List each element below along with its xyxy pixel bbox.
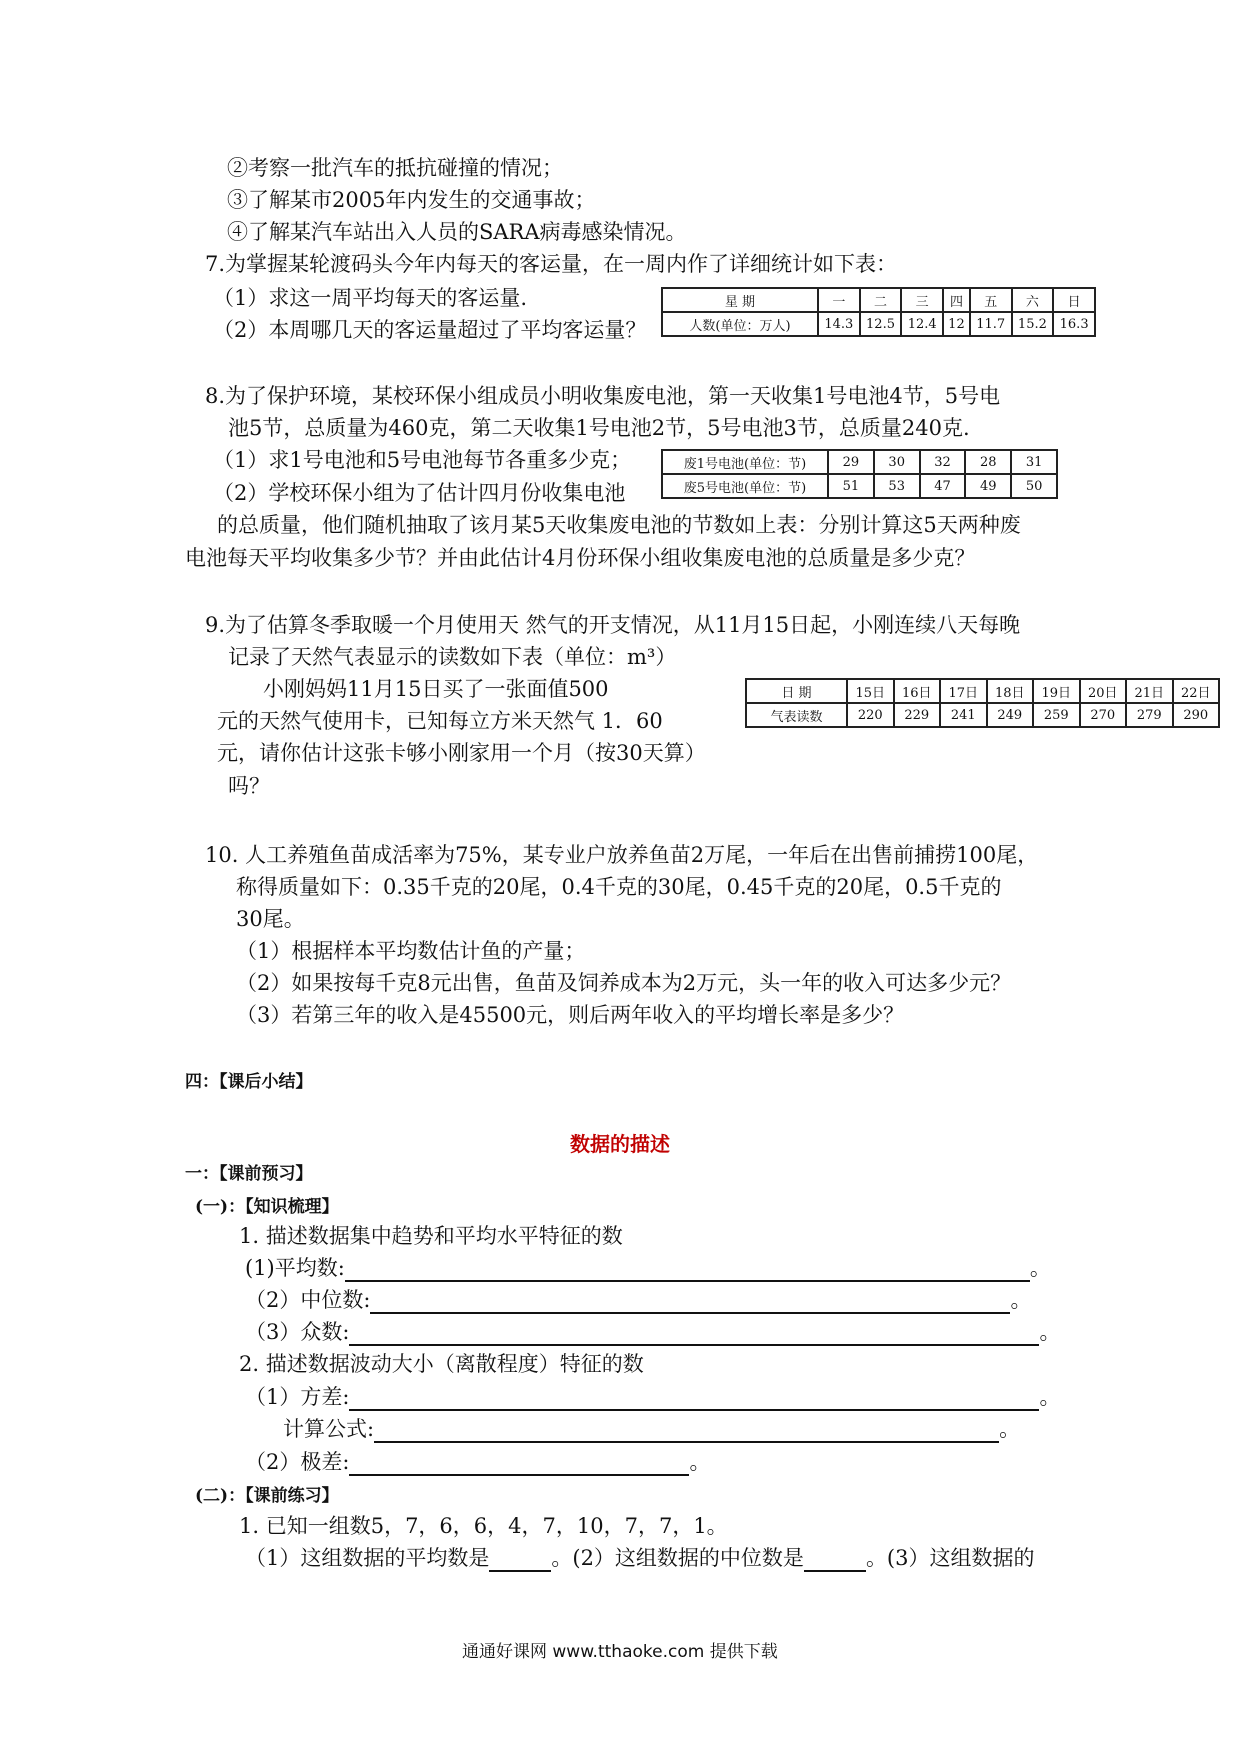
question-8: 8.为了保护环境，某校环保小组成员小明收集废电池，第一天收集1号电池4节，5号电 [205,384,1001,408]
label: （1）这组数据的平均数是 [245,1546,490,1570]
table-cell: 六 [1012,288,1054,312]
table-cell: 31 [1011,450,1057,474]
table-cell: 21日 [1126,679,1173,703]
table-cell: 49 [965,474,1011,498]
line: 1. 描述数据集中趋势和平均水平特征的数 [239,1224,623,1248]
period: 。 [999,1417,1021,1441]
period: 。 [1010,1288,1032,1312]
label: （3）众数: [245,1320,350,1344]
line: （1）根据样本平均数估计鱼的产量； [236,939,586,963]
label: 。(3）这组数据的 [865,1546,1035,1570]
table-cell: 50 [1011,474,1057,498]
line: 小刚妈妈11月15日买了一张面值500 [263,677,609,701]
table-cell: 12 [943,312,970,336]
line: ④了解某汽车站出入人员的SARA病毒感染情况。 [227,220,687,244]
line: ②考察一批汽车的抵抗碰撞的情况； [227,156,563,180]
footer: 通通好课网 www.tthaoke.com 提供下载 [462,1642,778,1662]
mean-blank [245,1254,1051,1282]
section-heading: (二)：【课前练习】 [195,1486,339,1506]
table-cell: 17日 [940,679,987,703]
question-10: 10. 人工养殖鱼苗成活率为75%，某专业户放养鱼苗2万尾，一年后在出售前捕捞100尾， [205,843,1039,867]
table-row [662,450,1057,474]
section-heading: 一：【课前预习】 [185,1164,313,1184]
table-cell: 270 [1080,703,1127,727]
variance-blank [245,1383,1060,1411]
table-cell: 30 [874,450,920,474]
table-cell: 二 [860,288,902,312]
line: 电池每天平均收集多少节？并由此估计4月份环保小组收集废电池的总质量是多少克？ [185,546,976,570]
line: 元的天然气使用卡，已知每立方米天然气 1．60 [217,709,663,733]
table-cell: 三 [901,288,943,312]
question-9: 9.为了估算冬季取暖一个月使用天 然气的开支情况，从11月15日起，小刚连续八天每晚 [205,613,1021,637]
table-cell: 259 [1033,703,1080,727]
answer-line [349,1322,1039,1346]
answer-line [370,1290,1010,1314]
table-row [746,679,1219,703]
line: 1. 已知一组数5，7，6，6，4，7，10，7，7，1。 [239,1514,728,1538]
line: 30尾。 [236,907,305,931]
label: （2）极差: [245,1450,350,1474]
period: 。 [1029,1256,1051,1280]
gas-meter-table [745,678,1220,728]
table-cell: 11.7 [970,312,1012,336]
answer-line [374,1419,999,1443]
table-cell: 16.3 [1053,312,1095,336]
table-cell: 日 期 [746,679,847,703]
table-cell: 22日 [1173,679,1220,703]
passenger-table [661,287,1096,337]
answer-blank [804,1548,866,1572]
battery-table [661,449,1058,499]
answer-line [349,1387,1039,1411]
table-cell: 20日 [1080,679,1127,703]
answer-line [345,1258,1030,1282]
table-cell: 星 期 [662,288,818,312]
table-cell: 220 [847,703,894,727]
line: （2）学校环保小组为了估计四月份收集电池 [213,481,626,505]
table-cell: 一 [818,288,860,312]
line: 称得质量如下：0.35千克的20尾，0.4千克的30尾，0.45千克的20尾，0.5千克的 [236,875,1002,899]
table-cell: 241 [940,703,987,727]
label: 计算公式: [283,1417,375,1441]
table-cell: 279 [1126,703,1173,727]
median-blank [245,1286,1031,1314]
formula-blank [283,1415,1020,1443]
exercise-blanks [245,1544,1035,1572]
line: 2. 描述数据波动大小（离散程度）特征的数 [239,1352,644,1376]
table-cell: 19日 [1033,679,1080,703]
table-cell: 290 [1173,703,1220,727]
line: 记录了天然气表显示的读数如下表（单位：m³） [228,645,677,669]
line: 元，请你估计这张卡够小刚家用一个月（按30天算） [217,741,706,765]
line: （1）求这一周平均每天的客运量. [213,286,528,310]
line: （2）如果按每千克8元出售，鱼苗及饲养成本为2万元，头一年的收入可达多少元？ [236,971,1012,995]
table-cell: 18日 [987,679,1034,703]
table-cell: 废5号电池(单位：节) [662,474,828,498]
line: 的总质量，他们随机抽取了该月某5天收集废电池的节数如上表：分别计算这5天两种废 [217,513,1021,537]
table-cell: 28 [965,450,1011,474]
line: （1）求1号电池和5号电池每节各重多少克； [213,448,632,472]
line: 池5节，总质量为460克，第二天收集1号电池2节，5号电池3节，总质量240克. [228,416,970,440]
table-cell: 14.3 [818,312,860,336]
period: 。 [689,1450,711,1474]
range-blank [245,1448,710,1476]
section-heading: 四：【课后小结】 [185,1072,313,1092]
table-cell: 15日 [847,679,894,703]
section-heading: (一)：【知识梳理】 [195,1197,339,1217]
table-cell: 日 [1053,288,1095,312]
table-cell: 12.4 [901,312,943,336]
table-cell: 15.2 [1012,312,1054,336]
table-cell: 四 [943,288,970,312]
line: 吗？ [228,774,270,798]
period: 。 [1039,1320,1061,1344]
table-cell: 47 [920,474,966,498]
line: （3）若第三年的收入是45500元，则后两年收入的平均增长率是多少？ [236,1003,905,1027]
table-row [662,288,1095,312]
table-row [746,703,1219,727]
page-title: 数据的描述 [570,1132,670,1156]
table-cell: 229 [894,703,941,727]
table-row [662,312,1095,336]
answer-line [349,1452,689,1476]
table-cell: 五 [970,288,1012,312]
table-cell: 人数(单位：万人) [662,312,818,336]
table-cell: 32 [920,450,966,474]
table-cell: 16日 [894,679,941,703]
label: 。(2）这组数据的中位数是 [551,1546,804,1570]
question-7: 7.为掌握某轮渡码头今年内每天的客运量，在一周内作了详细统计如下表： [205,252,898,276]
label: （1）方差: [245,1385,350,1409]
label: (1)平均数: [245,1256,345,1280]
line: ③了解某市2005年内发生的交通事故； [227,188,596,212]
table-cell: 249 [987,703,1034,727]
table-cell: 29 [828,450,874,474]
line: （2）本周哪几天的客运量超过了平均客运量？ [213,318,647,342]
table-cell: 53 [874,474,920,498]
label: （2）中位数: [245,1288,371,1312]
period: 。 [1039,1385,1061,1409]
answer-blank [489,1548,551,1572]
table-cell: 12.5 [860,312,902,336]
table-cell: 气表读数 [746,703,847,727]
mode-blank [245,1318,1060,1346]
table-cell: 废1号电池(单位：节) [662,450,828,474]
table-row [662,474,1057,498]
table-cell: 51 [828,474,874,498]
